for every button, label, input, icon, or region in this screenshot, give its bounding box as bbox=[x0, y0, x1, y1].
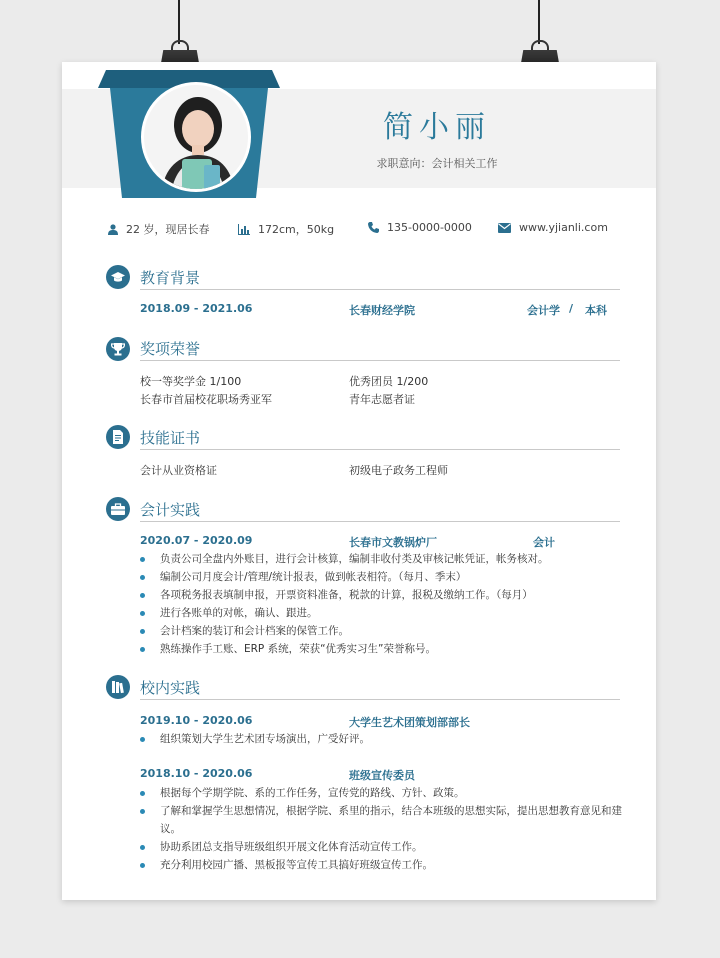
education-separator: / bbox=[569, 302, 574, 315]
briefcase-icon bbox=[111, 502, 125, 516]
info-phone bbox=[368, 221, 472, 234]
award-item: 长春市首届校花职场秀亚军 bbox=[140, 393, 272, 406]
practice-section-icon bbox=[106, 497, 130, 521]
candidate-name: 简小丽 bbox=[383, 110, 491, 145]
info-website bbox=[498, 221, 608, 234]
award-item: 优秀团员 1/200 bbox=[349, 375, 429, 388]
avatar bbox=[141, 82, 251, 192]
age-location: 22 岁，现居长春 bbox=[126, 223, 210, 236]
height-weight: 172cm，50kg bbox=[258, 223, 335, 236]
practice-company: 长春市文教锅炉厂 bbox=[349, 536, 437, 549]
website-link[interactable]: www.yjianli.com bbox=[519, 221, 608, 234]
list-item: 进行各账单的对帐，确认、跟进。 bbox=[140, 604, 630, 622]
chart-icon bbox=[238, 224, 250, 235]
section-divider bbox=[140, 699, 620, 700]
resume-page bbox=[62, 62, 656, 900]
info-body bbox=[238, 221, 334, 237]
user-icon bbox=[108, 224, 118, 235]
campus-role: 大学生艺术团策划部部长 bbox=[349, 716, 470, 729]
document-icon bbox=[111, 430, 125, 444]
campus-title: 校内实践 bbox=[140, 679, 201, 697]
list-item: 协助系团总支指导班级组织开展文化体育活动宣传工作。 bbox=[140, 838, 630, 856]
awards-title: 奖项荣誉 bbox=[140, 340, 201, 358]
section-divider bbox=[140, 360, 620, 361]
section-divider bbox=[140, 449, 620, 450]
education-section-icon bbox=[106, 265, 130, 289]
campus-period: 2019.10 - 2020.06 bbox=[140, 714, 253, 727]
practice-title: 会计实践 bbox=[140, 501, 201, 519]
trophy-icon bbox=[111, 342, 125, 356]
section-divider bbox=[140, 521, 620, 522]
award-item: 青年志愿者证 bbox=[349, 393, 415, 406]
list-item: 了解和掌握学生思想情况，根据学院、系里的指示，结合本班级的思想实际，提出思想教育意见和建议。 bbox=[140, 802, 630, 838]
skill-item: 会计从业资格证 bbox=[140, 464, 217, 477]
list-item: 编制公司月度会计/管理/统计报表，做到帐表相符。（每月、季末） bbox=[140, 568, 630, 586]
education-period: 2018.09 - 2021.06 bbox=[140, 302, 253, 315]
section-divider bbox=[140, 289, 620, 290]
education-degree: 本科 bbox=[585, 304, 607, 317]
list-item: 负责公司全盘内外账目，进行会计核算，编制非收付类及审核记帐凭证，帐务核对。 bbox=[140, 550, 630, 568]
campus-period: 2018.10 - 2020.06 bbox=[140, 767, 253, 780]
skills-section-icon bbox=[106, 425, 130, 449]
mail-icon bbox=[498, 223, 511, 233]
award-item: 校一等奖学金 1/100 bbox=[140, 375, 242, 388]
list-item: 会计档案的装订和会计档案的保管工作。 bbox=[140, 622, 630, 640]
job-objective: 求职意向：会计相关工作 bbox=[376, 157, 498, 170]
list-item: 组织策划大学生艺术团专场演出，广受好评。 bbox=[140, 730, 630, 748]
list-item: 各项税务报表填制申报，开票资料准备，税款的计算，报税及缴纳工作。（每月） bbox=[140, 586, 630, 604]
education-major: 会计学 bbox=[527, 304, 560, 317]
list-item: 根据每个学期学院、系的工作任务，宣传党的路线、方针、政策。 bbox=[140, 784, 630, 802]
phone-icon bbox=[368, 222, 379, 233]
education-title: 教育背景 bbox=[140, 269, 201, 287]
skill-item: 初级电子政务工程师 bbox=[349, 464, 448, 477]
practice-role: 会计 bbox=[533, 536, 555, 549]
books-icon bbox=[111, 680, 125, 694]
info-age bbox=[108, 221, 210, 237]
skills-title: 技能证书 bbox=[140, 429, 201, 447]
campus-section-icon bbox=[106, 675, 130, 699]
list-item: 熟练操作手工账、ERP 系统，荣获“优秀实习生”荣誉称号。 bbox=[140, 640, 630, 658]
graduation-cap-icon bbox=[111, 270, 125, 284]
practice-period: 2020.07 - 2020.09 bbox=[140, 534, 253, 547]
education-school: 长春财经学院 bbox=[349, 304, 415, 317]
phone-number: 135-0000-0000 bbox=[387, 221, 472, 234]
campus-role: 班级宣传委员 bbox=[349, 769, 415, 782]
list-item: 充分利用校园广播、黑板报等宣传工具搞好班级宣传工作。 bbox=[140, 856, 630, 874]
awards-section-icon bbox=[106, 337, 130, 361]
